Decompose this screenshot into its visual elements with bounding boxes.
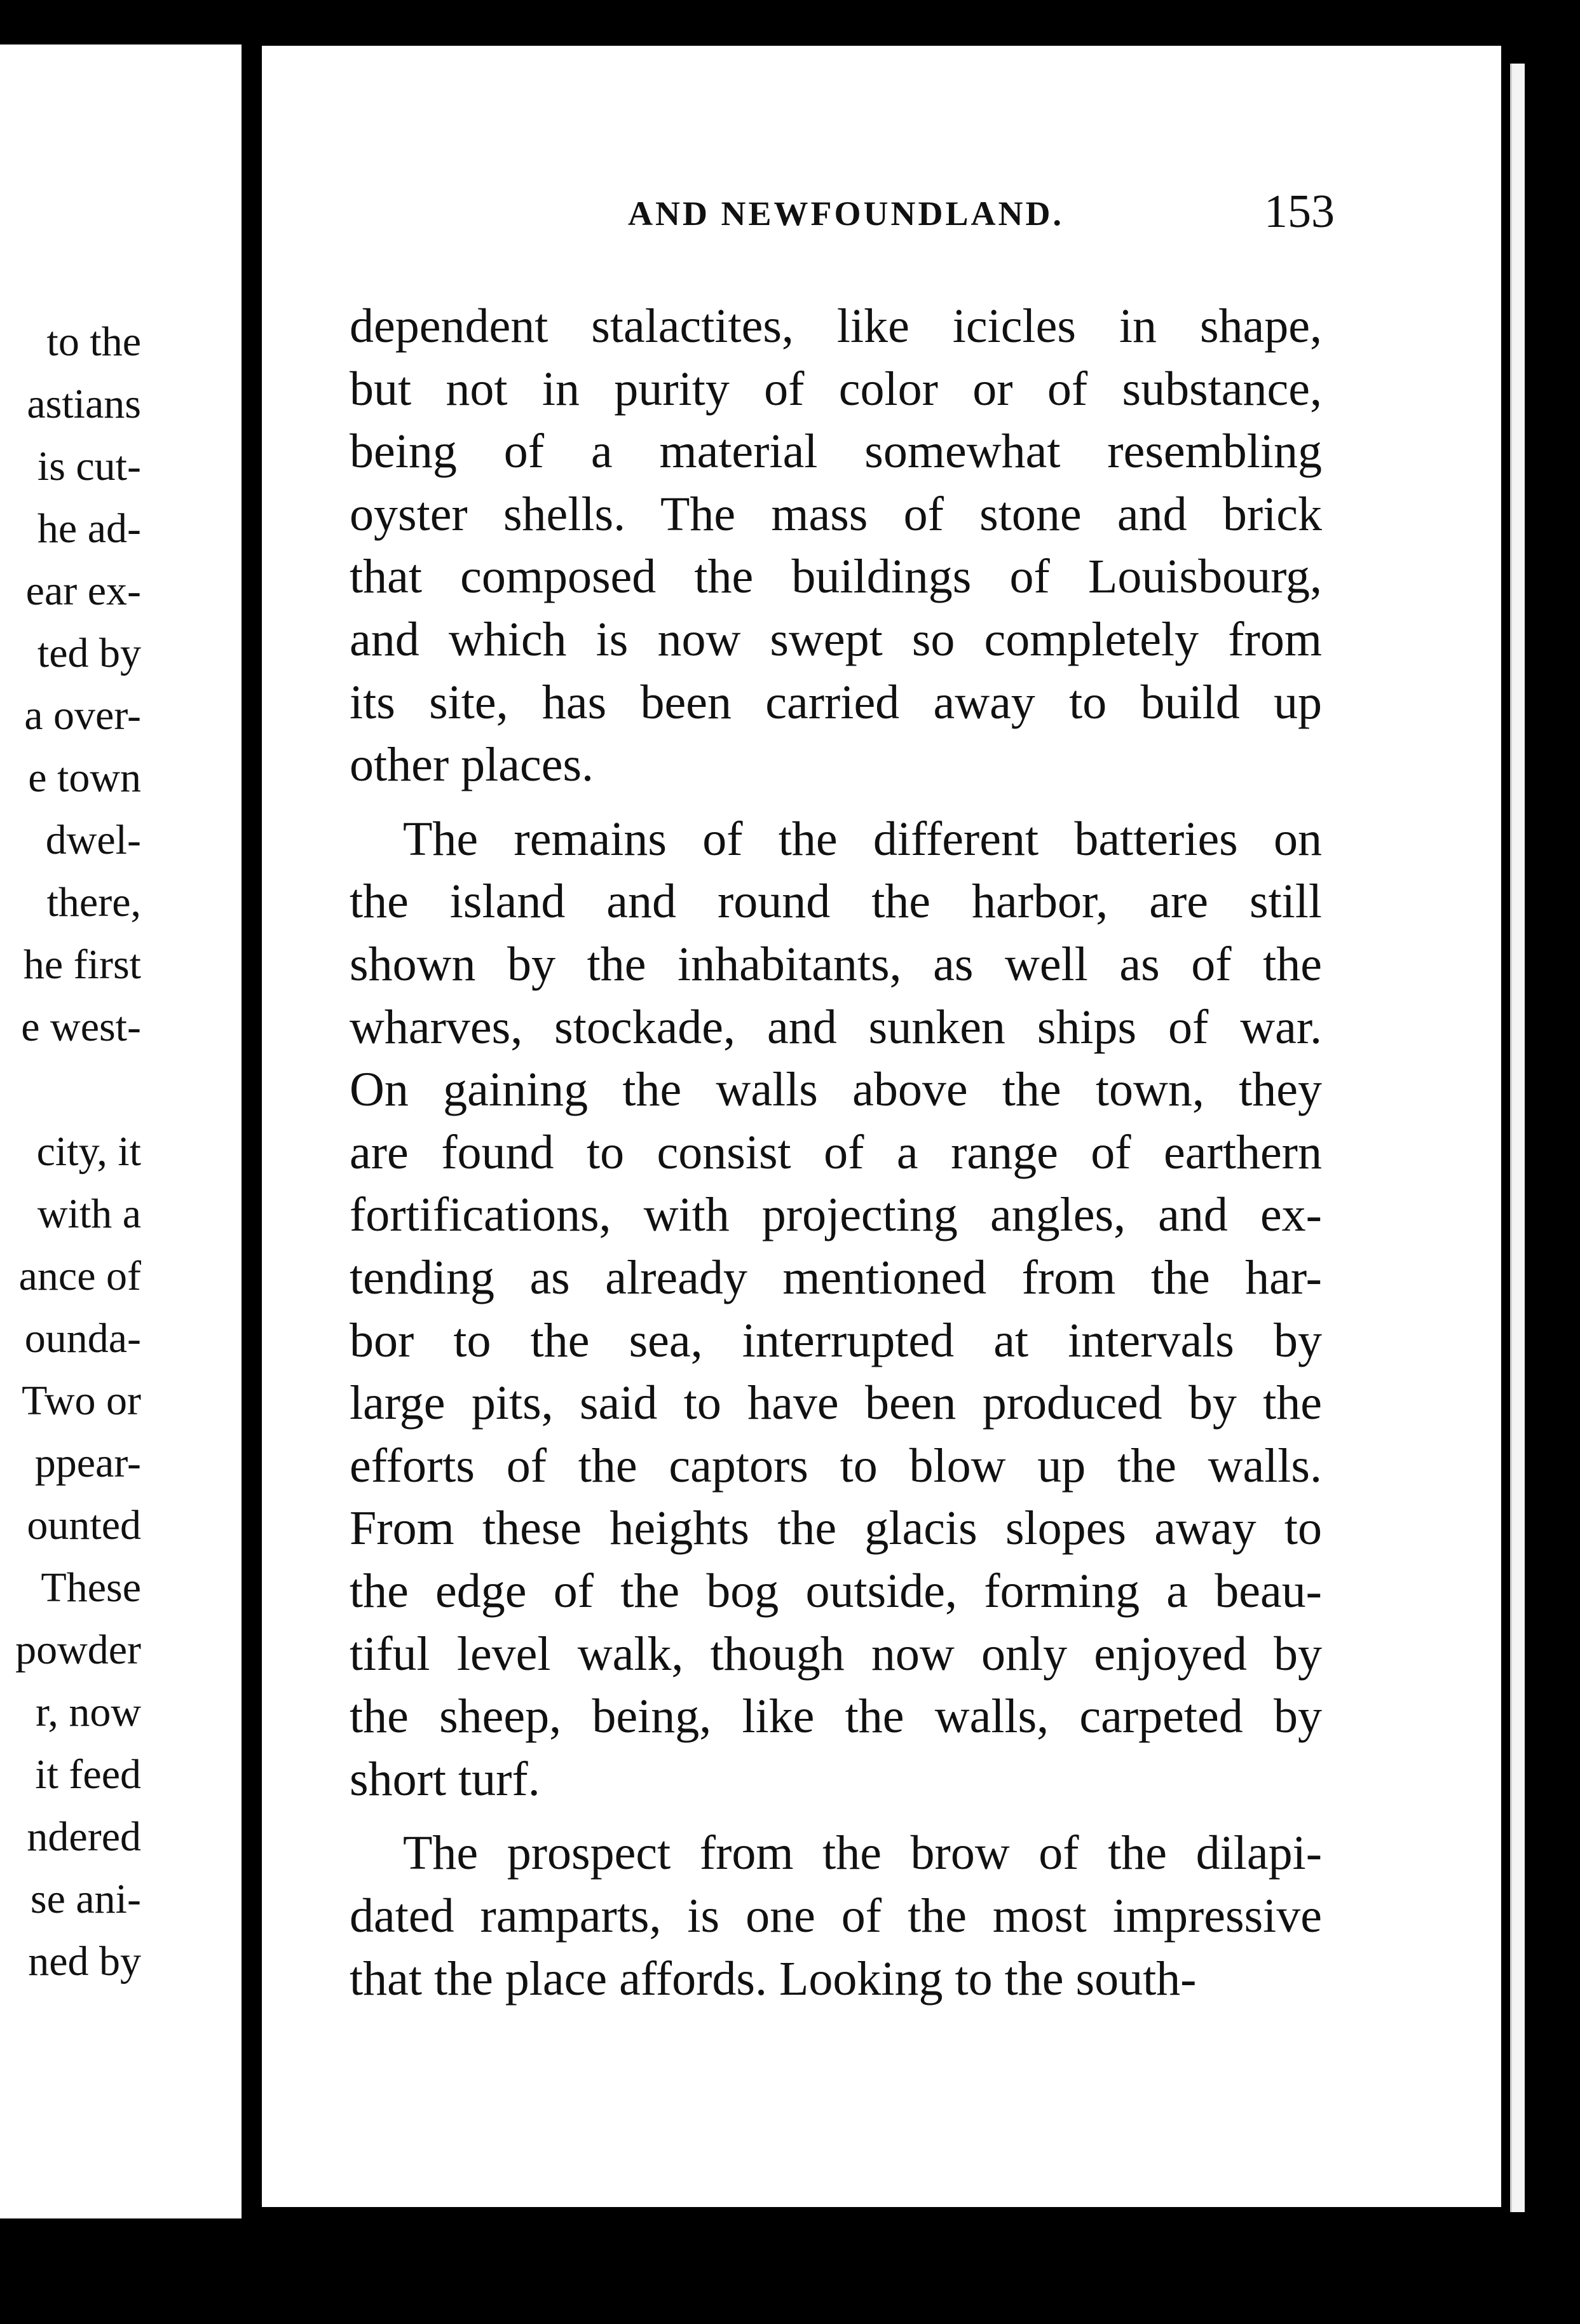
previous-page-line: These (41, 1564, 141, 1611)
previous-page-line: dwel- (45, 817, 141, 863)
text-line: but not in purity of color or of substance, (350, 362, 1322, 416)
text-line: oyster shells. The mass of stone and brick (350, 488, 1322, 541)
text-line: wharves, stockade, and sunken ships of war. (350, 1001, 1322, 1054)
text-line: dated ramparts, is one of the most impressive (350, 1889, 1322, 1943)
text-line: On gaining the walls above the town, they (350, 1063, 1322, 1116)
previous-page-line: city, it (36, 1128, 141, 1175)
previous-page-line: Two or (22, 1377, 141, 1424)
previous-page-line: ounted (27, 1502, 141, 1548)
text-line: tiful level walk, though now only enjoyed by (350, 1627, 1322, 1681)
text-line: shown by the inhabitants, as well as of the (350, 938, 1322, 991)
text-line: the sheep, being, like the walls, carpeted by (350, 1690, 1322, 1743)
running-head-title: AND NEWFOUNDLAND. (628, 195, 1064, 233)
text-line: other places. (350, 738, 594, 791)
text-line: its site, has been carried away to build up (350, 676, 1322, 729)
previous-page-line: ounda- (24, 1315, 141, 1362)
text-line: that composed the buildings of Louisbourg, (350, 550, 1322, 603)
text-line: fortifications, with projecting angles, and ex- (350, 1188, 1322, 1241)
text-line: the edge of the bog outside, forming a beau- (350, 1564, 1322, 1618)
previous-page-line: ned by (28, 1938, 141, 1985)
previous-page-line: e west- (21, 1004, 141, 1050)
text-line: are found to consist of a range of earthern (350, 1126, 1322, 1179)
previous-page-line: he first (23, 941, 141, 988)
previous-page-text (0, 44, 242, 2218)
text-line: being of a material somewhat resembling (350, 425, 1322, 478)
text-line: dependent stalactites, like icicles in shape, (350, 299, 1322, 353)
text-line: that the place affords. Looking to the south- (350, 1952, 1197, 2006)
previous-page-line: there, (46, 879, 141, 926)
running-head (350, 181, 1335, 245)
previous-page-line: is cut- (37, 443, 141, 489)
previous-page-line: ppear- (34, 1440, 141, 1486)
previous-page (0, 44, 242, 2218)
page-number: 153 (1264, 186, 1335, 238)
text-line: From these heights the glacis slopes away to (350, 1501, 1322, 1555)
previous-page-line: r, now (36, 1689, 141, 1735)
previous-page-line: se ani- (30, 1876, 141, 1922)
previous-page-line: e town (28, 755, 141, 801)
text-line: tending as already mentioned from the har- (350, 1251, 1322, 1304)
previous-page-line: ted by (37, 630, 141, 676)
text-line: short turf. (350, 1753, 540, 1806)
text-line: The prospect from the brow of the dilapi- (403, 1826, 1322, 1880)
text-line: large pits, said to have been produced by the (350, 1376, 1322, 1430)
previous-page-line: astians (27, 381, 141, 427)
previous-page-line: to the (46, 318, 141, 365)
text-line: and which is now swept so completely from (350, 613, 1322, 666)
previous-page-line: ndered (27, 1814, 141, 1860)
text-line: bor to the sea, interrupted at intervals by (350, 1314, 1322, 1367)
previous-page-line: powder (15, 1627, 141, 1673)
previous-page-line: with a (37, 1191, 141, 1237)
text-line: the island and round the harbor, are still (350, 875, 1322, 928)
previous-page-line: he ad- (37, 505, 141, 552)
text-line: The remains of the different batteries on (403, 812, 1322, 866)
previous-page-line: a over- (24, 692, 141, 739)
previous-page-line: ance of (18, 1253, 141, 1299)
body-text (350, 299, 1322, 2018)
page-edge (1510, 64, 1525, 2212)
previous-page-line: it feed (35, 1751, 141, 1798)
text-line: efforts of the captors to blow up the walls. (350, 1439, 1322, 1493)
previous-page-line: ear ex- (25, 568, 141, 614)
